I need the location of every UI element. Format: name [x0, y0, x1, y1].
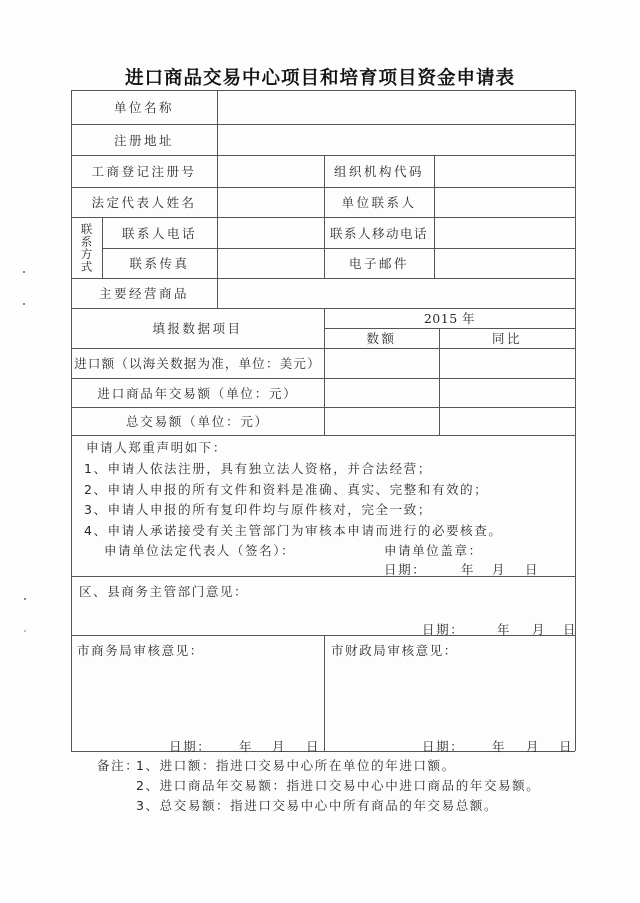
import-amount-yoy-field[interactable] [440, 349, 575, 378]
note-item: 3、总交易额：指进口交易中心中所有商品的年交易总额。 [136, 798, 499, 813]
legal-rep-signature-label: 申请单位法定代表人（签名）： [104, 543, 296, 558]
label-email: 电子邮件 [348, 256, 409, 271]
unit-seal-label: 申请单位盖章： [384, 543, 483, 558]
city-commerce-date-month: 月 [272, 739, 287, 754]
scan-dot [23, 303, 25, 305]
label-registered-address: 注册地址 [113, 132, 174, 148]
main-products-field[interactable] [218, 279, 575, 308]
declaration-date-day: 日 [525, 562, 540, 577]
city-finance-opinion-label: 市财政局审核意见： [331, 643, 458, 658]
declaration-date-label: 日期： [384, 562, 427, 577]
business-reg-no-field[interactable] [218, 156, 324, 187]
scan-dot [24, 630, 26, 632]
label-main-products: 主要经营商品 [98, 286, 189, 301]
contact-fax-field[interactable] [218, 249, 324, 278]
declaration-item: 2、申请人申报的所有文件和资料是准确、真实、完整和有效的； [84, 482, 489, 497]
import-goods-trade-yoy-field[interactable] [440, 379, 575, 407]
county-opinion-label: 区、县商务主管部门意见： [79, 584, 249, 599]
declaration-item: 4、申请人承诺接受有关主管部门为审核本申请而进行的必要核查。 [84, 523, 503, 538]
label-business-reg-no: 工商登记注册号 [91, 164, 197, 179]
city-commerce-date-year: 年 [239, 739, 254, 754]
county-date-year: 年 [497, 622, 512, 637]
data-row-label: 进口商品年交易额（单位：元） [97, 385, 298, 401]
unit-name-field[interactable] [218, 91, 575, 124]
row-divider [71, 435, 575, 436]
table-border-right [575, 90, 576, 751]
declaration-date-month: 月 [492, 562, 507, 577]
org-code-field[interactable] [435, 156, 575, 187]
label-contact-fax: 联系传真 [129, 256, 190, 271]
email-field[interactable] [435, 249, 575, 278]
city-finance-date-label: 日期： [422, 739, 465, 754]
unit-contact-field[interactable] [435, 188, 575, 217]
label-unit-name: 单位名称 [113, 100, 174, 115]
contact-phone-field[interactable] [218, 218, 324, 248]
city-commerce-date-day: 日 [306, 739, 321, 754]
county-opinion-field[interactable] [72, 598, 575, 616]
contact-mobile-field[interactable] [435, 218, 575, 248]
declaration-heading: 申请人郑重声明如下： [86, 440, 228, 455]
city-finance-date-month: 月 [526, 739, 541, 754]
import-amount-field[interactable] [325, 349, 439, 378]
city-finance-date-year: 年 [492, 739, 507, 754]
county-date-month: 月 [532, 622, 547, 637]
declaration-date-year: 年 [461, 562, 476, 577]
city-commerce-opinion-field[interactable] [72, 660, 324, 730]
label-org-code: 组织机构代码 [333, 164, 424, 179]
note-item: 2、进口商品年交易额：指进口交易中心中进口商品的年交易额。 [136, 778, 541, 793]
header-yoy: 同比 [491, 331, 522, 346]
data-row-label: 进口额（以海关数据为准，单位：美元） [74, 356, 321, 371]
declaration-item: 3、申请人申报的所有复印件均与原件核对，完全一致； [84, 502, 432, 517]
city-finance-opinion-field[interactable] [325, 660, 575, 730]
city-commerce-date-label: 日期： [169, 739, 212, 754]
scan-dot [24, 598, 26, 600]
label-contact-phone: 联系人电话 [121, 225, 197, 241]
header-year: 2015 年 [423, 311, 476, 326]
note-item: 1、进口额：指进口交易中心所在单位的年进口额。 [136, 758, 456, 773]
scan-dot [23, 271, 25, 273]
city-finance-date-day: 日 [559, 739, 574, 754]
data-row-label: 总交易额（单位：元） [125, 414, 269, 429]
total-trade-field[interactable] [325, 408, 439, 435]
label-unit-contact: 单位联系人 [341, 195, 417, 210]
city-commerce-opinion-label: 市商务局审核意见： [77, 643, 204, 658]
declaration-item: 1、申请人依法注册，具有独立法人资格，并合法经营； [84, 461, 432, 476]
registered-address-field[interactable] [218, 125, 575, 155]
notes-prefix: 备注： [97, 758, 140, 773]
label-contact-method: 联系方式 [79, 222, 94, 273]
label-contact-mobile: 联系人移动电话 [329, 225, 428, 241]
county-date-label: 日期： [422, 622, 465, 637]
header-amount: 数额 [366, 331, 397, 346]
form-title: 进口商品交易中心项目和培育项目资金申请表 [124, 68, 515, 89]
county-date-day: 日 [563, 622, 578, 637]
legal-rep-name-field[interactable] [218, 188, 324, 217]
total-trade-yoy-field[interactable] [440, 408, 575, 435]
import-goods-trade-field[interactable] [325, 379, 439, 407]
header-data-item: 填报数据项目 [152, 321, 243, 336]
label-legal-rep-name: 法定代表人姓名 [91, 195, 197, 210]
